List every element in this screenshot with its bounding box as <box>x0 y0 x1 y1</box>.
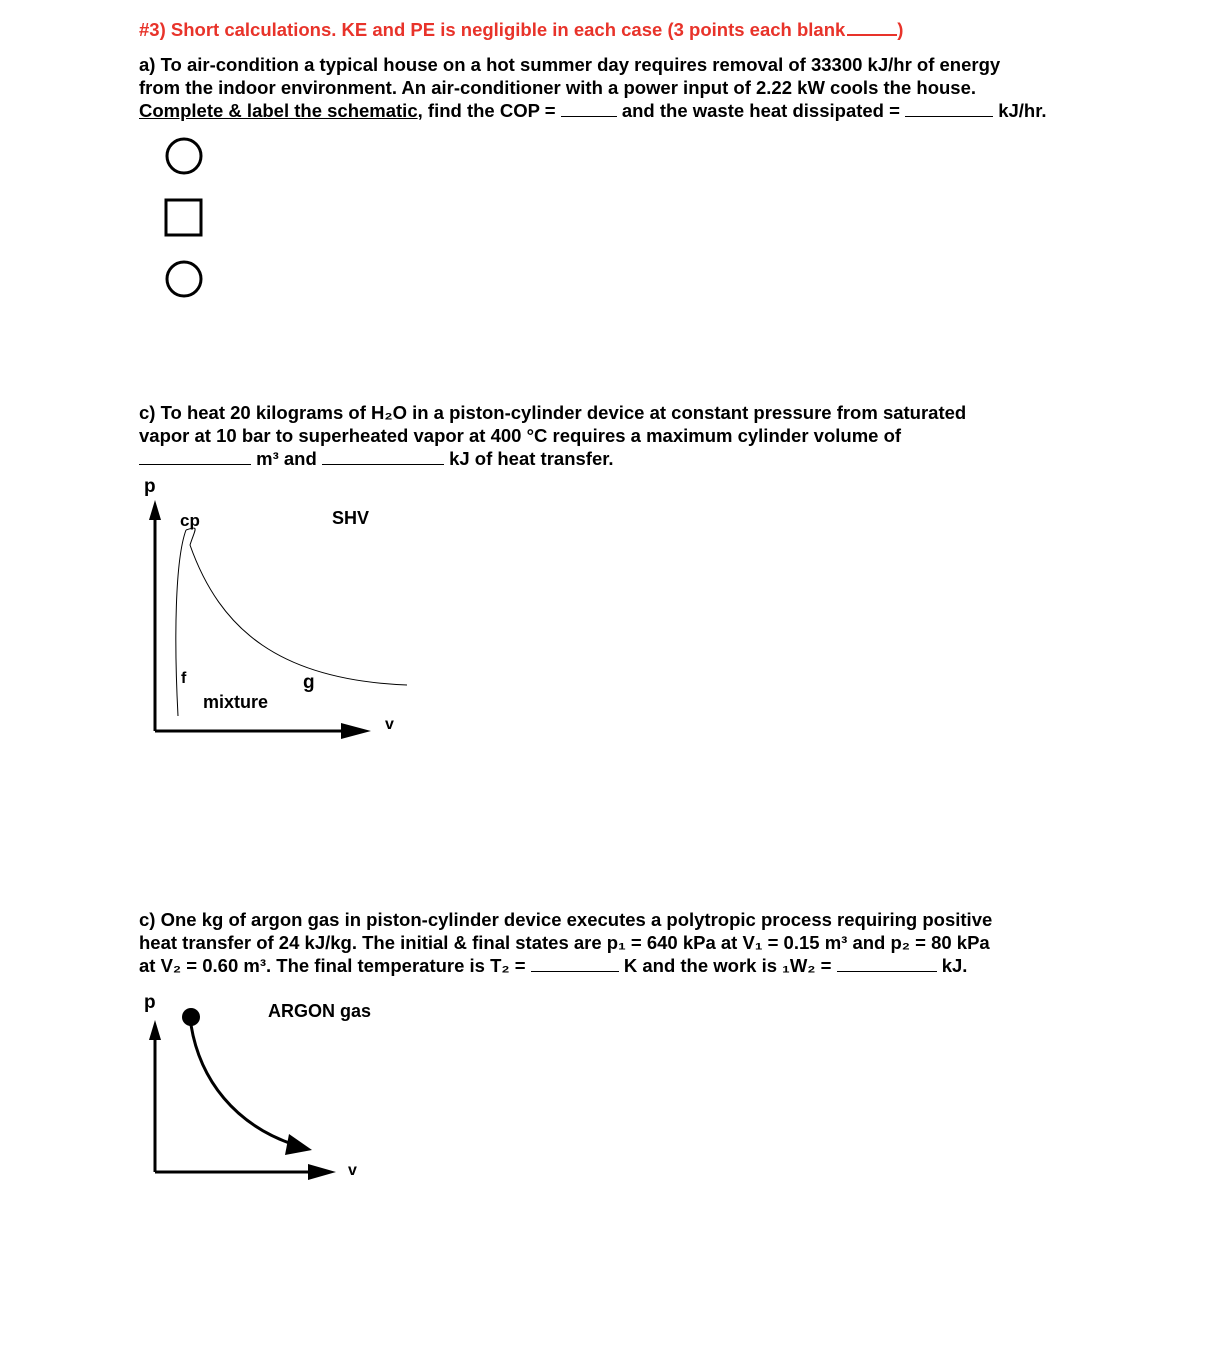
initial-state-dot <box>182 1008 200 1026</box>
cp-label: cp <box>180 511 200 530</box>
part-a-line-2: from the indoor environment. An air-conditioner with a power input of 2.22 kW cools the house. <box>139 77 977 98</box>
part-a-line-1: a) To air-condition a typical house on a hot summer day requires removal of 33300 kJ/hr of energy <box>139 54 1001 75</box>
work-unit: kJ. <box>941 955 968 976</box>
f-label: f <box>181 670 187 687</box>
waste-heat-unit: kJ/hr. <box>998 100 1047 121</box>
final-temperature-text: at V₂ = 0.60 m³. The final temperature is T₂ = <box>139 955 526 976</box>
v-axis-2-arrowhead <box>308 1164 336 1180</box>
part-c1-line-2: vapor at 10 bar to superheated vapor at 400 °C requires a maximum cylinder volume of <box>139 425 902 446</box>
title-close-paren: ) <box>897 19 904 40</box>
title-text: #3) Short calculations. KE and PE is negligible in each case (3 points each blank <box>139 19 846 40</box>
p-label: p <box>144 476 156 497</box>
g-label: g <box>303 672 315 693</box>
p-label-2: p <box>144 992 156 1013</box>
mixture-label: mixture <box>203 692 269 712</box>
volume-unit: m³ and <box>256 448 317 469</box>
schematic-instruction: Complete & label the schematic <box>139 100 418 121</box>
find-cop-text: , find the COP = <box>417 100 556 121</box>
v-label-2: v <box>348 1162 357 1179</box>
polytropic-process-curve <box>191 1025 295 1145</box>
argon-gas-label: ARGON gas <box>268 1001 372 1021</box>
heat-transfer-unit: kJ of heat transfer. <box>449 448 614 469</box>
p-axis-2-arrowhead <box>149 1020 161 1040</box>
part-c2-line-2: heat transfer of 24 kJ/kg. The initial & final states are p₁ = 640 kPa at V₁ = 0.15 m³ and p₂ = 80 kPa <box>139 932 990 953</box>
work-text: K and the work is ₁W₂ = <box>623 955 832 976</box>
shv-label: SHV <box>332 508 370 528</box>
part-c1-line-1: c) To heat 20 kilograms of H₂O in a piston-cylinder device at constant pressure from saturated <box>139 402 967 423</box>
part-c2-line-1: c) One kg of argon gas in piston-cylinder device executes a polytropic process requiring positive <box>139 909 993 930</box>
waste-heat-text: and the waste heat dissipated = <box>621 100 900 121</box>
process-arrowhead <box>285 1134 312 1155</box>
v-label: v <box>385 716 394 733</box>
